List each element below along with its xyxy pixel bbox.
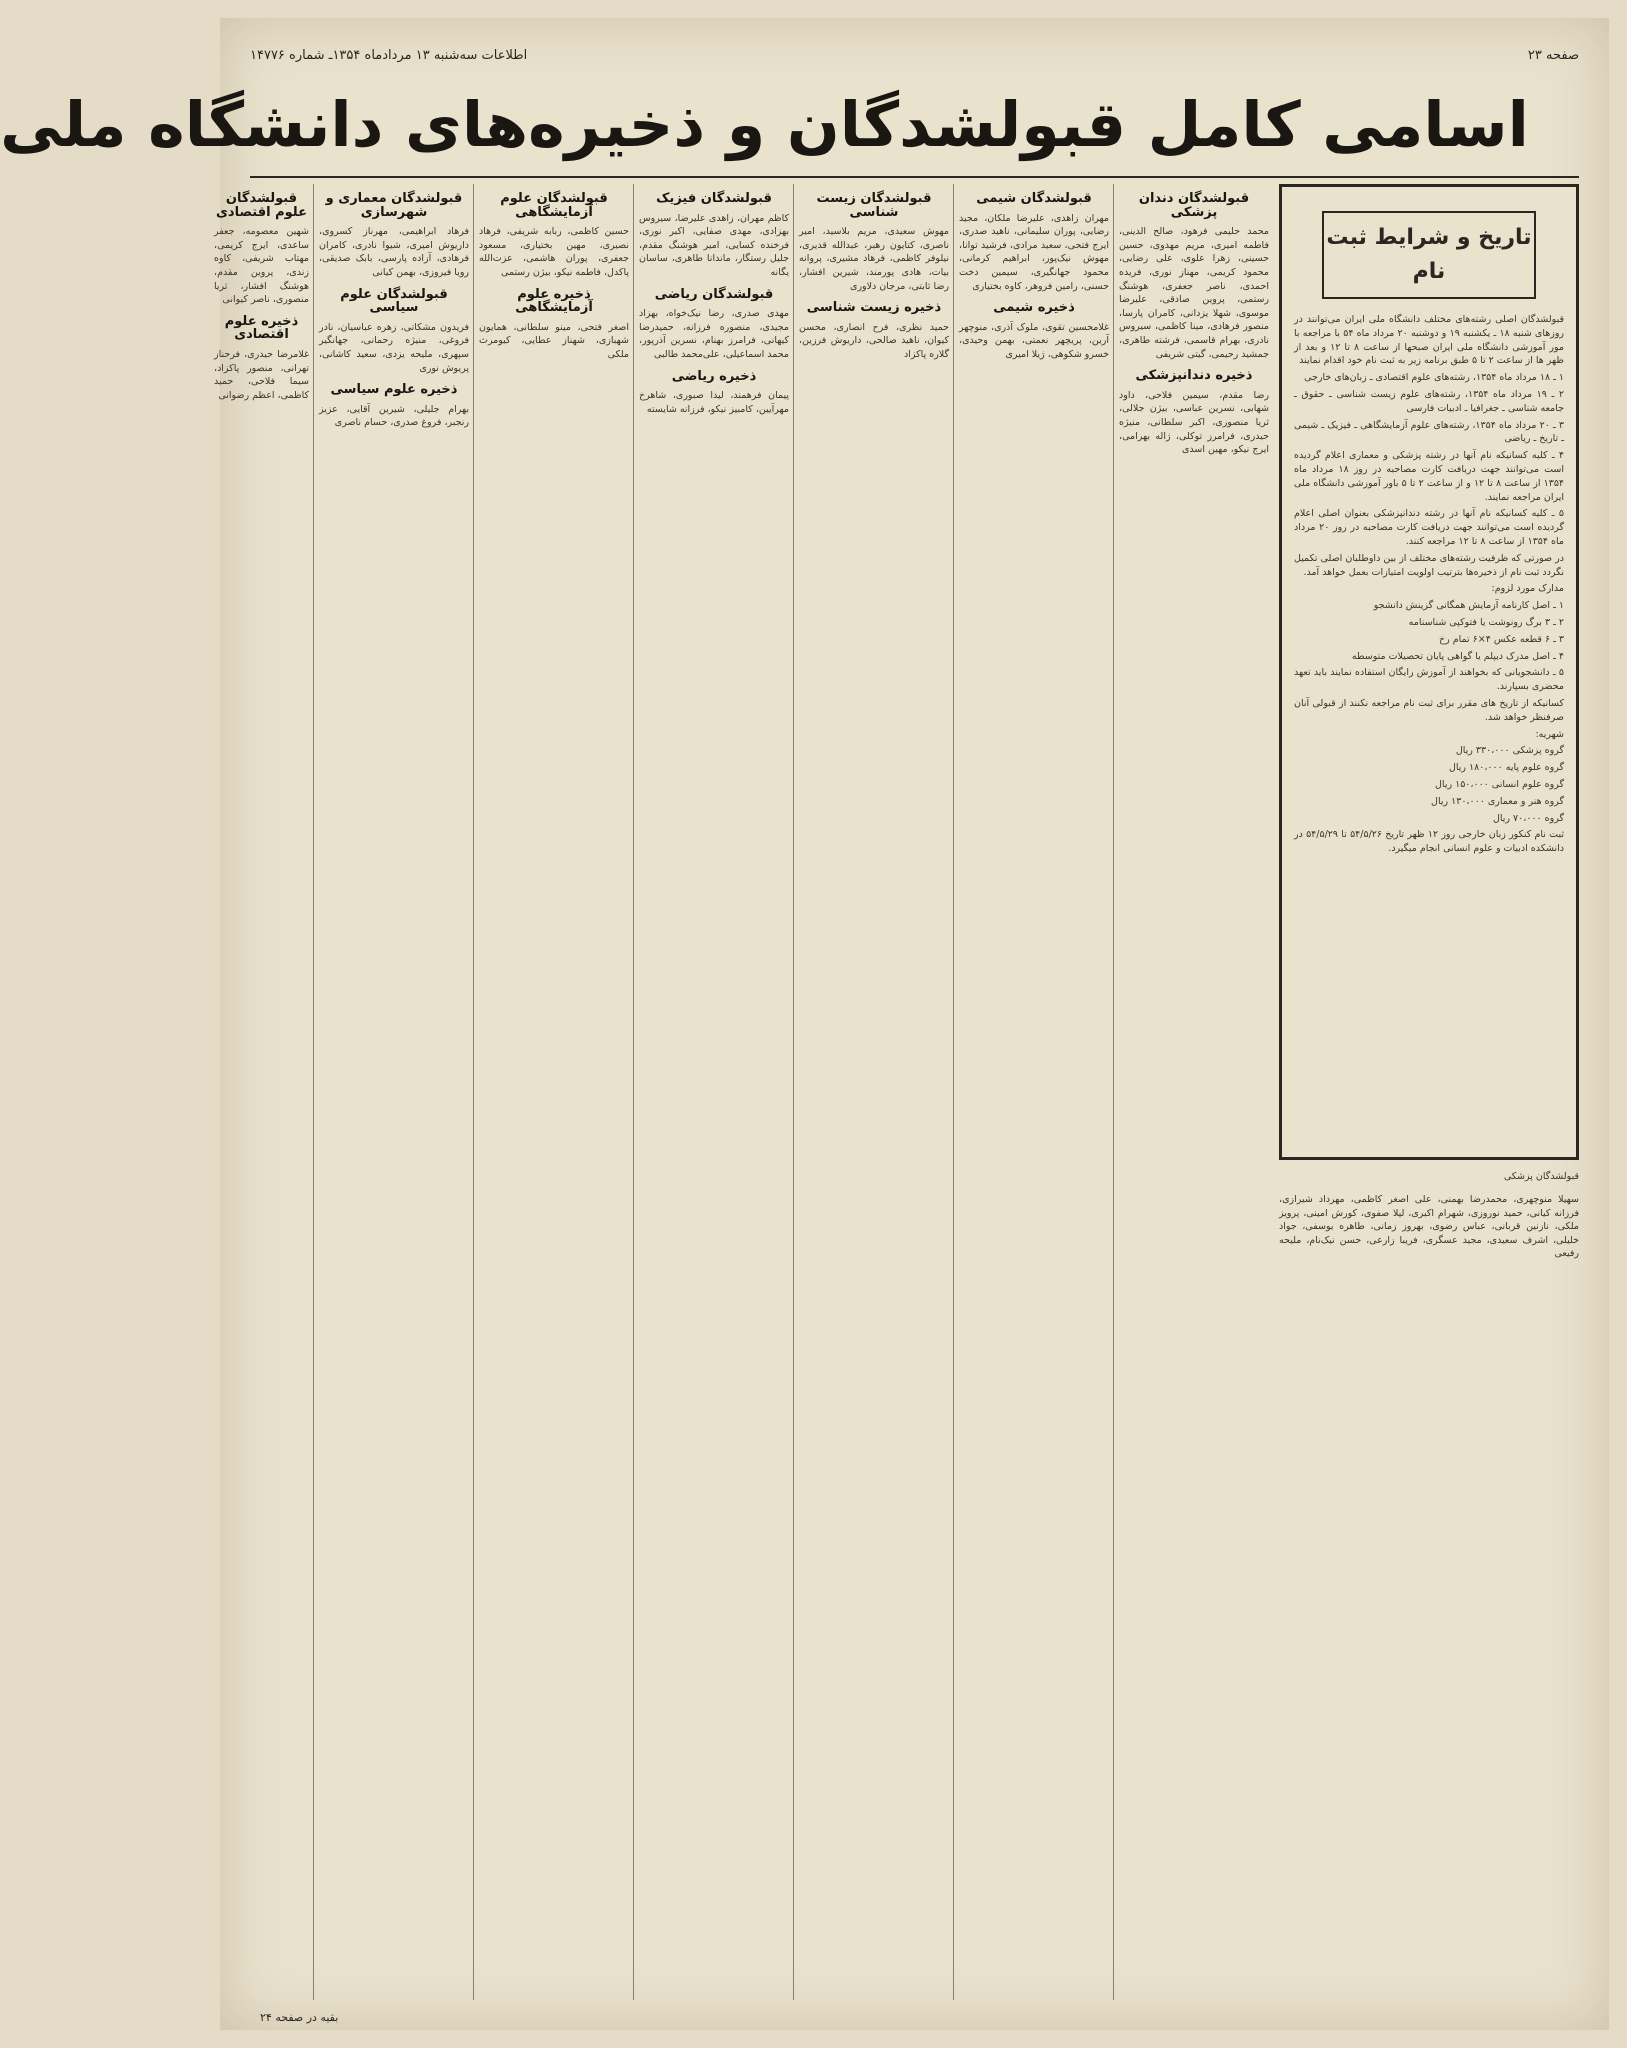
section-heading: قبولشدگان علوم آزمایشگاهی [500, 191, 608, 220]
section-heading: قبولشدگان علوم اقتصادی [216, 191, 307, 220]
article-columns [214, 184, 1579, 2000]
name-list: غلامحسین تقوی، ملوک آذری، منوچهر آرین، پریچهر نعمتی، بهمن وحیدی، خسرو شکوهی، ژیلا امیری [959, 321, 1109, 360]
column-1 [1119, 184, 1269, 2000]
page-header-bar [250, 40, 1579, 70]
name-list: کاظم مهران، زاهدی علیرضا، سیروس بهزادی، مهدی صفایی، اکبر نوری، فرخنده کسایی، امیر هوشنگ مقدم، جلیل رستگار، ماندانا طاهری، ساسان یگانه [639, 212, 789, 278]
box-body [1294, 313, 1564, 856]
name-list: رضا مقدم، سیمین فلاحی، داود شهابی، نسرین عباسی، بیژن جلالی، ثریا منصوری، اکبر سلطانی، منیژه حیدری، فرامرز توکلی، ژاله بهرامی، ایرج نیکو، مهین اسدی [1119, 389, 1269, 456]
continued-note: بقیه در صفحه ۲۴ [260, 2011, 339, 2024]
box-paragraph: ۴ ـ کلیه کسانیکه نام آنها در رشته پزشکی و معماری اعلام گردیده است می‌توانند جهت دریافت کارت مصاحبه در روز ۱۸ مرداد ماه ۱۳۵۴ از ساعت ۸ تا ۱۲ و از ساعت ۲ تا ۵ باور آموزشی دانشگاه ملی ایران مراجعه نمایند. [1294, 450, 1565, 503]
section-heading: ذخیره علوم آزمایشگاهی [515, 286, 593, 316]
box-paragraph: قبولشدگان اصلی رشته‌های مختلف دانشگاه ملی ایران می‌توانند در روزهای شنبه ۱۸ ـ یکشنبه ۱۹ و دوشنبه ۲۰ مرداد ماه ۵۴ با مراجعه با مور آموزشی دانشگاه ملی ایران صبحها از ساعت ۸ تا ۱۲ و بعد از ظهر ها از ساعت ۲ تا ۵ طبق برنامه زیر به ثبت نام خود اقدام نمایند [1294, 314, 1565, 367]
column-2 [959, 184, 1109, 2000]
column-divider [473, 184, 474, 2000]
name-list: فرهاد ابراهیمی، مهرناز کسروی، داریوش امیری، شیوا نادری، کامران فرهادی، آزاده پارسی، بابک صدیقی، رویا فیروزی، بهمن کیانی [319, 226, 469, 278]
name-list: شهین معصومه، جعفر ساعدی، ایرج کریمی، مهتاب شریفی، کاوه زندی، پروین مقدم، هوشنگ افشار، ثریا منصوری، ناصر کیوانی [214, 226, 309, 306]
name-list: مهدی صدری، رضا نیک‌خواه، بهزاد مجیدی، منصوره فرزانه، حمیدرضا کیهانی، فرامرز بهنام، نسرین آذرپور، محمد اسماعیلی، علی‌محمد طالبی [639, 308, 789, 360]
name-list: مهران زاهدی، علیرضا ملکان، مجید رضایی، پوران سلیمانی، ناهید صدری، ایرج فتحی، سعید مرادی، فرشید توانا، مهوش نیک‌پور، ابراهیم کرمانی، محمود جهانگیری، سیمین دخت حسنی، رامین فروهر، کاوه بختیاری [959, 212, 1109, 292]
box-paragraph: ۵ ـ کلیه کسانیکه نام آنها در رشته دندانپزشکی بعنوان اصلی اعلام گردیده است می‌توانند جهت دریافت کارت مصاحبه در روز ۲۰ مرداد ماه ۱۳۵۴ از ساعت ۸ تا ۱۲ مراجعه کنند. [1294, 508, 1564, 547]
box-paragraph: گروه هنر و معماری ۱۳۰،۰۰۰ ریال [1431, 795, 1564, 807]
section-heading: ذخیره علوم اقتصادی [224, 313, 299, 343]
section-heading: قبولشدگان شیمی [976, 191, 1092, 206]
box-paragraph: ۳ ـ ۶ قطعه عکس ۴×۶ تمام رخ [1438, 633, 1564, 645]
column-6 [319, 184, 469, 2000]
box-paragraph: ۵ ـ دانشجویانی که بخواهند از آموزش رایگان استفاده نمایند باید تعهد محضری بسپارند. [1294, 667, 1564, 693]
box-paragraph: ۱ ـ اصل کارنامه آزمایش همگانی گزینش دانشجو [1373, 600, 1564, 612]
box-paragraph: ۴ ـ اصل مدرک دیپلم یا گواهی پایان تحصیلات متوسطه [1351, 650, 1564, 662]
header-divider [250, 176, 1579, 178]
box-paragraph: ۳ ـ ۲۰ مرداد ماه ۱۳۵۴، رشته‌های علوم آزمایشگاهی ـ فیزیک ـ شیمی ـ تاریخ ـ ریاضی [1294, 419, 1564, 445]
issue-line: اطلاعات سه‌شنبه ۱۳ مرداد‌ماه ۱۳۵۴ـ شماره ۱۴۷۷۶ [250, 47, 528, 63]
section-heading: قبولشدگان ریاضی [654, 286, 774, 302]
box-title: تاریخ و شرایط ثبت نام [1322, 211, 1536, 299]
column-divider [1113, 184, 1114, 2000]
column-divider [313, 184, 314, 2000]
box-paragraph: گروه علوم پایه ۱۸۰،۰۰۰ ریال [1448, 762, 1564, 774]
page-headline: اسامی کامل قبولشدگان و ذخیره‌های دانشگاه ملی [0, 87, 1529, 161]
name-list: غلامرضا حیدری، فرحناز تهرانی، منصور پاکزاد، سیما فلاحی، حمید کاظمی، اعظم رضوانی [214, 348, 309, 401]
column-3 [799, 184, 949, 2000]
box-paragraph: گروه پزشکی ۳۳۰،۰۰۰ ریال [1455, 745, 1564, 757]
section-heading: ذخیره علوم سیاسی [330, 382, 458, 398]
box-paragraph: شهریه: [1535, 728, 1564, 740]
newspaper-page [0, 18, 1609, 2030]
box-paragraph: کسانیکه از تاریخ های مقرر برای ثبت نام مراجعه نکنند از قبولی آنان صرفنظر خواهد شد. [1294, 697, 1564, 723]
name-list: حسین کاظمی، ربابه شریفی، فرهاد نصیری، مهین بختیاری، مسعود جعفری، پوران هاشمی، عزت‌الله پاکدل، فاطمه نیکو، بیژن رستمی [479, 226, 629, 278]
section-heading: قبولشدگان فیزیک [656, 191, 772, 206]
box-paragraph: ۱ ـ ۱۸ مرداد ماه ۱۳۵۴، رشته‌های علوم اقتصادی ـ زبان‌های خارجی [1304, 372, 1564, 384]
section-heading: قبولشدگان معماری و شهرسازی [325, 191, 463, 220]
box-paragraph: گروه علوم انسانی ۱۵۰،۰۰۰ ریال [1435, 778, 1564, 790]
registration-info-box [1279, 184, 1579, 1160]
box-paragraph: ثبت نام کنکور زبان خارجی روز ۱۲ ظهر تاریخ ۵۴/۵/۲۶ تا ۵۴/۵/۲۹ در دانشکده ادبیات و علوم انسانی انجام میگیرد. [1294, 829, 1564, 855]
name-list: مهوش سعیدی، مریم بلاسید، امیر ناصری، کتایون رهبر، عبدالله قدیری، نیلوفر کاظمی، فرهاد مشیری، پروانه بیات، هادی پورمند، شیرین افشار، رضا ثابتی، مرجان دلاوری [799, 226, 949, 292]
column-divider [633, 184, 634, 2000]
page-number: صفحه ۲۳ [1527, 47, 1579, 63]
box-paragraph: ۲ ـ ۳ برگ رونوشت یا فتوکپی شناسنامه [1408, 616, 1564, 628]
name-list: فریدون مشکاتی، زهره عباسیان، نادر فروغی، منیژه رحمانی، جهانگیر سپهری، ملیحه یزدی، سعید کاشانی، پریوش نوری [319, 321, 469, 374]
name-list: محمد حلیمی فرهود، صالح الدینی، فاطمه امیری، مریم مهدوی، حسین حسینی، زهرا علوی، علی رضایی، محمود کریمی، مهناز نوری، فریده احمدی، ناصر جعفری، هوشنگ رستمی، پروین صادقی، علیرضا موسوی، شهلا یزدانی، کامران پارسا، منصور فرهادی، مینا کاظمی، سیروس نادری، بهرام قاسمی، فرشته طاهری، جمشید رحیمی، گیتی شریفی [1119, 226, 1269, 360]
column-right-lower [1279, 1170, 1579, 2000]
name-list: اصغر فتحی، مینو سلطانی، همایون شهبازی، شهناز عطایی، کیومرث ملکی [479, 321, 629, 360]
box-paragraph: ۲ ـ ۱۹ مرداد ماه ۱۳۵۴، رشته‌های علوم زیست شناسی ـ حقوق ـ جامعه شناسی ـ جغرافیا ـ ادبیات فارسی [1294, 388, 1564, 414]
box-paragraph: در صورتی که ظرفیت رشته‌های مختلف از بین داوطلبان اصلی تکمیل نگردد ثبت نام از ذخیره‌ها بترتیب اولویت امتیازات بعمل خواهد آمد. [1294, 552, 1564, 578]
name-list: پیمان فرهمند، لیدا صبوری، شاهرخ مهرآیین، کامبیز نیکو، فرزانه شایسته [639, 390, 789, 415]
column-divider [953, 184, 954, 2000]
box-paragraph: گروه ۷۰،۰۰۰ ریال [1492, 812, 1564, 824]
section-heading: ذخیره زیست شناسی [806, 300, 942, 316]
section-heading: قبولشدگان علوم سیاسی [340, 286, 448, 316]
column-divider [793, 184, 794, 2000]
section-heading: قبولشدگان زیست شناسی [816, 191, 932, 220]
section-heading: قبولشدگان پزشکی [1503, 1171, 1579, 1182]
name-list: بهرام جلیلی، شیرین آقایی، عزیز رنجبر، فروغ صدری، حسام ناصری [319, 403, 469, 429]
section-heading: ذخیره ریاضی [671, 368, 757, 384]
section-heading: ذخیره دندانپزشکی [1135, 368, 1253, 384]
name-list: حمید نظری، فرح انصاری، محسن کیوان، ناهید صالحی، داریوش فرزین، گلاره پاکزاد [799, 321, 949, 360]
column-7 [214, 184, 309, 2000]
box-paragraph: مدارک مورد لزوم: [1491, 583, 1564, 595]
section-heading: قبولشدگان دندان پزشکی [1138, 191, 1250, 220]
column-5 [479, 184, 629, 2000]
column-4 [639, 184, 789, 2000]
section-heading: ذخیره شیمی [993, 300, 1075, 316]
name-list: سهیلا منوچهری، محمدرضا بهمنی، علی اصغر کاظمی، مهرداد شیرازی، فرزانه کیانی، حمید نوروزی، شهرام اکبری، لیلا صفوی، کورش امینی، پرویز ملکی، نازنین قربانی، عباس رضوی، بهروز زمانی، طاهره یوسفی، جواد خلیلی، اشرف سعیدی، مجید عسگری، فریبا زارعی، حسن نیک‌نام، ملیحه رفیعی [1279, 1194, 1579, 1260]
